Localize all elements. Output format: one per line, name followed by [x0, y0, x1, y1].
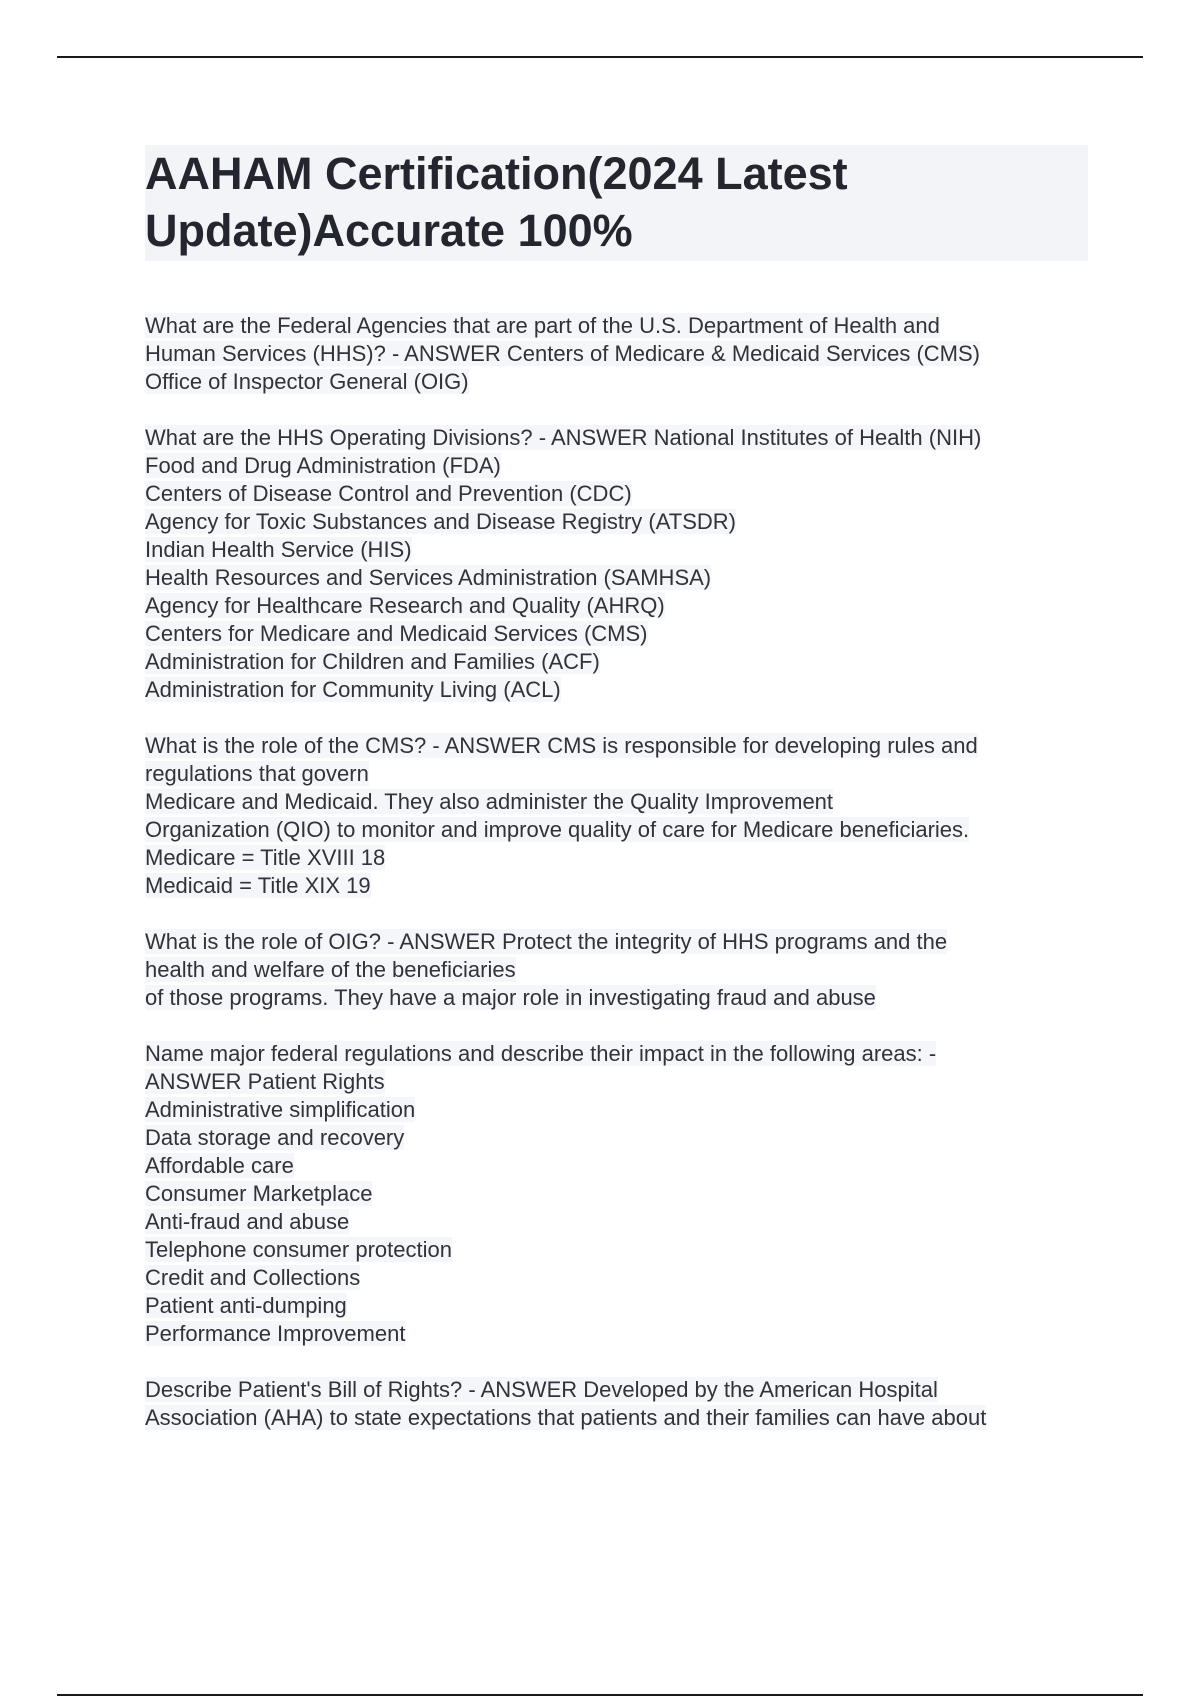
- qa-line: [145, 1404, 1105, 1432]
- qa-line-text: Human Services (HHS)? - ANSWER Centers of Medicare & Medicaid Services (CMS): [145, 341, 981, 366]
- qa-paragraph: [145, 1040, 1105, 1348]
- qa-line-text: Credit and Collections: [145, 1265, 361, 1290]
- qa-line-text: health and welfare of the beneficiaries: [145, 957, 516, 982]
- qa-line: [145, 592, 1105, 620]
- qa-line: [145, 1096, 1105, 1124]
- qa-line-text: Association (AHA) to state expectations that patients and their families can have about: [145, 1405, 987, 1430]
- qa-line: [145, 312, 1105, 340]
- top-rule: [57, 56, 1143, 58]
- qa-line-text: Administration for Children and Families (ACF): [145, 649, 600, 674]
- qa-line-text: Agency for Healthcare Research and Quality (AHRQ): [145, 593, 665, 618]
- qa-line: [145, 1152, 1105, 1180]
- qa-line-text: Centers of Disease Control and Prevention (CDC): [145, 481, 632, 506]
- qa-paragraph: [145, 1376, 1105, 1432]
- qa-line-text: Centers for Medicare and Medicaid Services (CMS): [145, 621, 648, 646]
- qa-line: [145, 340, 1105, 368]
- qa-line-text: Data storage and recovery: [145, 1125, 405, 1150]
- qa-line-text: What are the Federal Agencies that are part of the U.S. Department of Health and: [145, 313, 940, 338]
- qa-line: [145, 1068, 1105, 1096]
- qa-line: [145, 1180, 1105, 1208]
- qa-paragraph: [145, 732, 1105, 900]
- qa-line-text: ANSWER Patient Rights: [145, 1069, 385, 1094]
- qa-line-text: Food and Drug Administration (FDA): [145, 453, 501, 478]
- qa-line: [145, 564, 1105, 592]
- title-line-2: Update)Accurate 100%: [145, 205, 633, 256]
- qa-line: [145, 1208, 1105, 1236]
- qa-line-text: Telephone consumer protection: [145, 1237, 452, 1262]
- qa-line-text: Medicare = Title XVIII 18: [145, 845, 386, 870]
- qa-paragraph: [145, 928, 1105, 1012]
- qa-line-text: Name major federal regulations and describe their impact in the following areas: -: [145, 1041, 937, 1066]
- qa-line: [145, 648, 1105, 676]
- qa-line-text: Describe Patient's Bill of Rights? - ANSWER Developed by the American Hospital: [145, 1377, 938, 1402]
- qa-line-text: Affordable care: [145, 1153, 294, 1178]
- document-title: [145, 145, 1088, 259]
- qa-paragraph: [145, 312, 1105, 396]
- qa-paragraph: [145, 424, 1105, 704]
- qa-line-text: Health Resources and Services Administration (SAMHSA): [145, 565, 712, 590]
- qa-line: [145, 424, 1105, 452]
- qa-line: [145, 732, 1105, 760]
- document-body: [145, 312, 1105, 1460]
- qa-line: [145, 1040, 1105, 1068]
- qa-line: [145, 1292, 1105, 1320]
- qa-line: [145, 760, 1105, 788]
- qa-line-text: Office of Inspector General (OIG): [145, 369, 469, 394]
- qa-line-text: regulations that govern: [145, 761, 369, 786]
- qa-line: [145, 928, 1105, 956]
- qa-line: [145, 816, 1105, 844]
- qa-line: [145, 536, 1105, 564]
- qa-line-text: Indian Health Service (HIS): [145, 537, 412, 562]
- qa-line: [145, 1236, 1105, 1264]
- qa-line-text: Medicaid = Title XIX 19: [145, 873, 371, 898]
- title-line-1: AAHAM Certification(2024 Latest: [145, 148, 848, 199]
- qa-line-text: Administrative simplification: [145, 1097, 416, 1122]
- qa-line: [145, 368, 1105, 396]
- qa-line-text: Patient anti-dumping: [145, 1293, 347, 1318]
- qa-line: [145, 1124, 1105, 1152]
- qa-line: [145, 788, 1105, 816]
- title-block: [145, 145, 1088, 261]
- qa-line-text: Anti-fraud and abuse: [145, 1209, 350, 1234]
- qa-line: [145, 872, 1105, 900]
- bottom-rule: [57, 1694, 1143, 1696]
- qa-line: [145, 1264, 1105, 1292]
- qa-line: [145, 452, 1105, 480]
- qa-line: [145, 844, 1105, 872]
- qa-line: [145, 508, 1105, 536]
- qa-line: [145, 956, 1105, 984]
- qa-line-text: Consumer Marketplace: [145, 1181, 373, 1206]
- qa-line-text: What is the role of the CMS? - ANSWER CMS is responsible for developing rules and: [145, 733, 978, 758]
- qa-line: [145, 984, 1105, 1012]
- qa-line: [145, 1320, 1105, 1348]
- qa-line: [145, 676, 1105, 704]
- qa-line-text: Administration for Community Living (ACL): [145, 677, 561, 702]
- qa-line-text: What is the role of OIG? - ANSWER Protect the integrity of HHS programs and the: [145, 929, 948, 954]
- qa-line: [145, 1376, 1105, 1404]
- qa-line-text: Performance Improvement: [145, 1321, 406, 1346]
- qa-line: [145, 620, 1105, 648]
- qa-line-text: Organization (QIO) to monitor and improve quality of care for Medicare beneficiaries.: [145, 817, 970, 842]
- qa-line-text: of those programs. They have a major role in investigating fraud and abuse: [145, 985, 876, 1010]
- qa-line-text: Agency for Toxic Substances and Disease Registry (ATSDR): [145, 509, 736, 534]
- qa-line-text: What are the HHS Operating Divisions? - ANSWER National Institutes of Health (NIH): [145, 425, 982, 450]
- qa-line: [145, 480, 1105, 508]
- qa-line-text: Medicare and Medicaid. They also administer the Quality Improvement: [145, 789, 834, 814]
